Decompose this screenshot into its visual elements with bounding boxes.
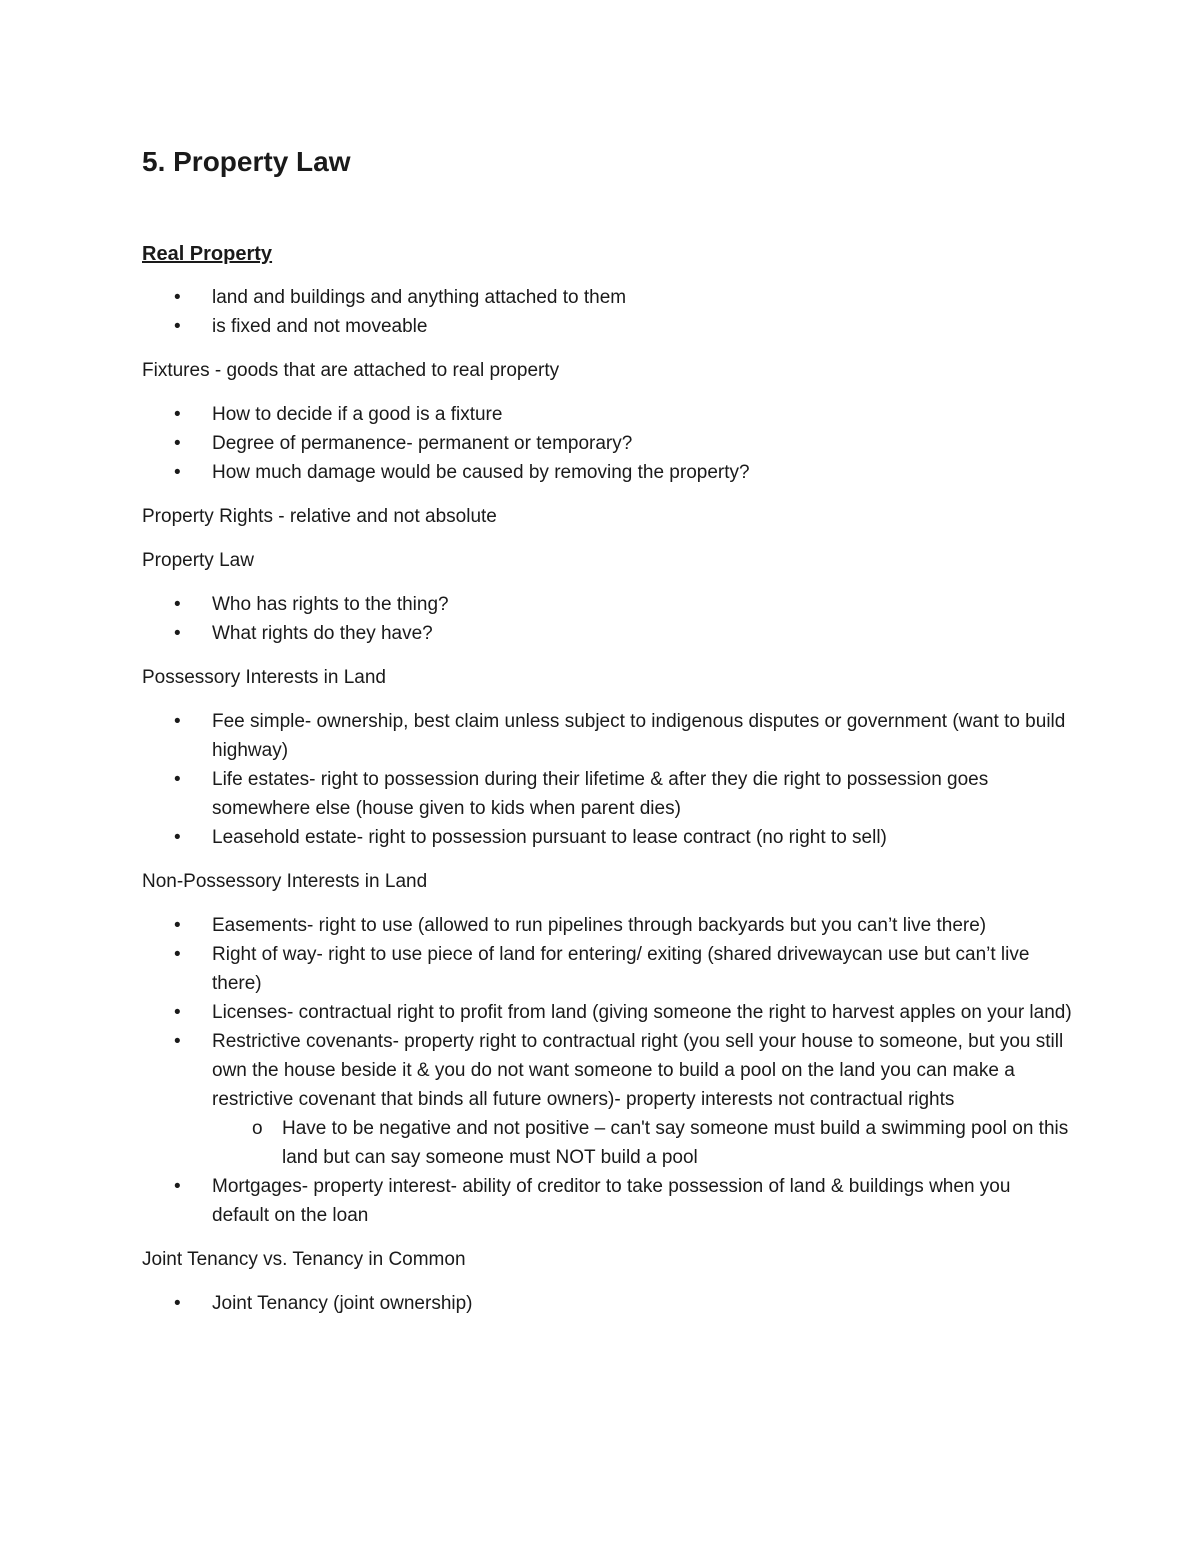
bullet-icon: •: [174, 1031, 181, 1052]
bullet-icon: •: [174, 769, 181, 790]
list-item: • is fixed and not moveable: [142, 312, 1072, 341]
sub-list: [212, 1114, 1072, 1172]
bullet-icon: •: [174, 1293, 181, 1314]
property-law-list: [142, 590, 1072, 648]
document-body: [142, 240, 1072, 1333]
non-possessory-list: [142, 911, 1072, 1230]
fixtures-list: [142, 400, 1072, 487]
real-property-heading: Real Property: [142, 243, 273, 265]
bullet-icon: •: [174, 827, 181, 848]
property-rights-paragraph: Property Rights - relative and not absolute: [142, 506, 497, 527]
possessory-paragraph: Possessory Interests in Land: [142, 667, 386, 688]
list-item: • Right of way- right to use piece of land for entering/ exiting (shared drivewaycan use but can’t live there): [142, 940, 1072, 998]
bullet-icon: •: [174, 711, 181, 732]
list-item: • Degree of permanence- permanent or temporary?: [142, 429, 1072, 458]
possessory-list: [142, 707, 1072, 852]
joint-tenancy-paragraph: Joint Tenancy vs. Tenancy in Common: [142, 1249, 466, 1270]
property-law-paragraph: Property Law: [142, 550, 254, 571]
bullet-icon: •: [174, 915, 181, 936]
bullet-icon: •: [174, 1002, 181, 1023]
list-item: • Life estates- right to possession during their lifetime & after they die right to possession goes somewhere else (house given to kids when parent dies): [142, 765, 1072, 823]
list-item: • Fee simple- ownership, best claim unless subject to indigenous disputes or government (want to build highway): [142, 707, 1072, 765]
joint-tenancy-list: [142, 1289, 1072, 1318]
list-item: • Licenses- contractual right to profit from land (giving someone the right to harvest apples on your land): [142, 998, 1072, 1027]
list-item: • How much damage would be caused by removing the property?: [142, 458, 1072, 487]
list-item: • Leasehold estate- right to possession pursuant to lease contract (no right to sell): [142, 823, 1072, 852]
bullet-icon: •: [174, 623, 181, 644]
fixtures-paragraph: Fixtures - goods that are attached to real property: [142, 360, 560, 381]
list-item: • Restrictive covenants- property right to contractual right (you sell your house to someone, but you still own the house beside it & you do not want someone to build a pool on the land you can make a restrictive covenant that binds all future owners)- property interests not contractual rights o Have to be negative and not positive – can't say someone must build a swimming pool on this land but can say someone must NOT build a pool: [142, 1027, 1072, 1172]
bullet-icon: •: [174, 944, 181, 965]
bullet-icon: •: [174, 462, 181, 483]
non-possessory-paragraph: Non-Possessory Interests in Land: [142, 871, 428, 892]
page-title: 5. Property Law: [142, 146, 351, 177]
sub-list-item: o Have to be negative and not positive – can't say someone must build a swimming pool on this land but can say someone must NOT build a pool: [212, 1114, 1072, 1172]
sub-bullet-icon: o: [252, 1118, 263, 1139]
list-item: • land and buildings and anything attached to them: [142, 283, 1072, 312]
bullet-icon: •: [174, 1176, 181, 1197]
list-item: • Who has rights to the thing?: [142, 590, 1072, 619]
bullet-icon: •: [174, 594, 181, 615]
list-item: • Mortgages- property interest- ability of creditor to take possession of land & buildings when you default on the loan: [142, 1172, 1072, 1230]
bullet-icon: •: [174, 433, 181, 454]
list-item: • Easements- right to use (allowed to run pipelines through backyards but you can’t live there): [142, 911, 1072, 940]
list-item: • What rights do they have?: [142, 619, 1072, 648]
real-property-list: [142, 283, 1072, 341]
bullet-icon: •: [174, 404, 181, 425]
list-item: • How to decide if a good is a fixture: [142, 400, 1072, 429]
bullet-icon: •: [174, 316, 181, 337]
bullet-icon: •: [174, 287, 181, 308]
list-item: • Joint Tenancy (joint ownership): [142, 1289, 1072, 1318]
